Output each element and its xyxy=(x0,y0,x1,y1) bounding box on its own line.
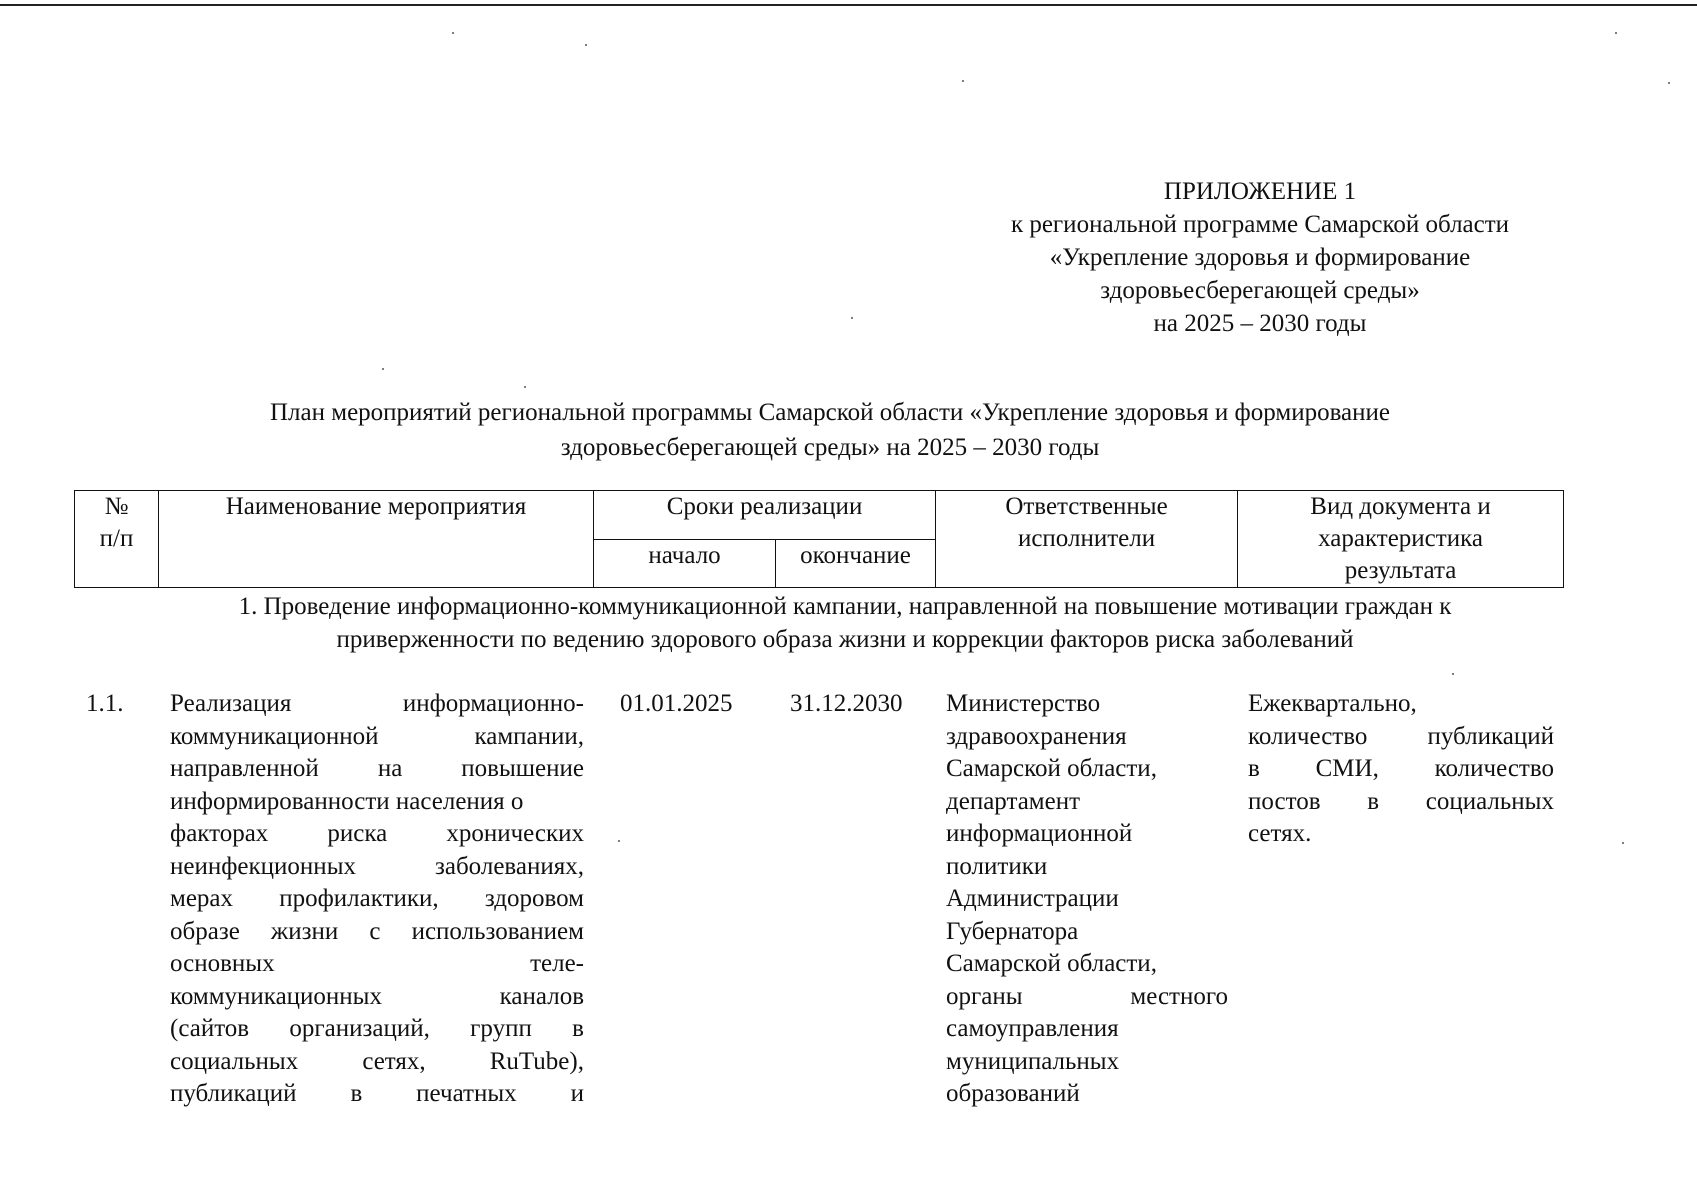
appendix-line: на 2025 – 2030 годы xyxy=(1153,310,1367,337)
appendix-line: к региональной программе Самарской области xyxy=(1010,211,1510,238)
cell-word: образе xyxy=(170,917,240,945)
cell-word: Губернатора xyxy=(946,917,1079,945)
cell-word: направленной xyxy=(170,755,319,782)
cell-word: в xyxy=(1367,787,1380,815)
cell-text-line xyxy=(170,948,584,981)
cell-text-line xyxy=(946,1078,1228,1111)
cell-word: групп xyxy=(470,1015,532,1042)
section-heading-line: приверженности по ведению здорового образа жизни и коррекции факторов риска заболеваний xyxy=(336,626,1354,653)
cell-word: RuTube), xyxy=(489,1047,584,1075)
cell-text-line xyxy=(170,883,584,916)
cell-word: Самарской области, xyxy=(946,950,1157,977)
cell-word: каналов xyxy=(499,982,584,1010)
cell-text-line xyxy=(170,1046,584,1079)
scan-speck xyxy=(962,80,964,82)
header-name: Наименование мероприятия xyxy=(159,491,594,588)
row-event-name xyxy=(170,688,584,1111)
header-period: Сроки реализации xyxy=(594,491,936,540)
cell-word: информационной xyxy=(946,820,1133,847)
cell-word: Администрации xyxy=(946,885,1119,912)
header-responsible xyxy=(936,491,1238,588)
scan-speck xyxy=(524,386,526,388)
cell-text-line xyxy=(1248,786,1554,819)
row-start-date: 01.01.2025 xyxy=(620,690,733,717)
cell-text-line xyxy=(1248,753,1554,786)
cell-text-line xyxy=(946,818,1228,851)
cell-word: информированности населения о xyxy=(170,787,524,815)
appendix-label: ПРИЛОЖЕНИЕ 1 xyxy=(1163,178,1357,205)
cell-word: коммуникационной xyxy=(170,722,379,750)
cell-word: печатных xyxy=(416,1080,517,1107)
cell-word: сетях, xyxy=(362,1047,426,1075)
header-doc-line: Вид документа и xyxy=(1310,493,1491,520)
cell-word: местного xyxy=(1130,982,1228,1010)
row-result xyxy=(1248,688,1554,851)
plan-title xyxy=(140,395,1520,465)
cell-text-line xyxy=(170,721,584,754)
cell-word: профилактики, xyxy=(279,885,439,912)
cell-text-line xyxy=(946,883,1228,916)
cell-word: с xyxy=(369,917,381,945)
scan-speck xyxy=(1622,842,1624,844)
cell-text-line xyxy=(170,786,584,819)
cell-word: СМИ, xyxy=(1315,755,1379,782)
cell-word: заболеваниях, xyxy=(434,852,584,880)
cell-text-line xyxy=(170,1078,584,1111)
header-responsible-line: Ответственные xyxy=(1005,493,1168,520)
cell-word: информационно- xyxy=(402,690,584,717)
row-number: 1.1. xyxy=(86,690,124,717)
cell-word: хронических xyxy=(446,820,584,847)
scan-speck xyxy=(1452,673,1454,675)
cell-text-line xyxy=(170,818,584,851)
cell-text-line xyxy=(946,786,1228,819)
cell-word: публикаций xyxy=(170,1080,297,1107)
cell-text-line xyxy=(946,948,1228,981)
cell-word: жизни xyxy=(270,917,339,945)
cell-word: публикаций xyxy=(1427,722,1554,750)
cell-text-line xyxy=(1248,818,1554,851)
cell-text-line xyxy=(946,753,1228,786)
appendix-header xyxy=(960,175,1560,340)
cell-word: повышение xyxy=(461,755,584,782)
scan-speck xyxy=(1615,32,1617,34)
cell-text-line xyxy=(946,1013,1228,1046)
cell-word: использованием xyxy=(411,917,584,945)
cell-word: самоуправления xyxy=(946,1015,1119,1042)
scan-speck xyxy=(1668,82,1670,84)
cell-word: (сайтов xyxy=(170,1015,250,1042)
cell-word: риска xyxy=(327,820,388,847)
cell-text-line xyxy=(946,721,1228,754)
scan-speck xyxy=(585,44,587,46)
cell-word: здоровом xyxy=(484,885,584,912)
cell-text-line xyxy=(946,916,1228,949)
cell-text-line xyxy=(1248,721,1554,754)
header-doc-line: характеристика xyxy=(1318,525,1483,552)
scan-speck xyxy=(452,32,454,34)
cell-word: теле- xyxy=(530,950,584,977)
cell-word: Ежеквартально, xyxy=(1248,690,1417,717)
cell-word: сетях. xyxy=(1248,820,1312,847)
cell-word: основных xyxy=(170,950,275,977)
cell-word: в xyxy=(572,1015,584,1042)
cell-word: на xyxy=(377,755,403,782)
header-responsible-line: исполнители xyxy=(1017,525,1156,552)
header-end: окончание xyxy=(776,539,936,588)
row-responsible xyxy=(946,688,1228,1111)
cell-text-line xyxy=(946,981,1228,1014)
cell-word: и xyxy=(570,1080,584,1107)
cell-word: постов xyxy=(1248,787,1321,815)
cell-text-line xyxy=(1248,688,1554,721)
scan-speck xyxy=(851,317,853,319)
scan-speck xyxy=(618,840,620,842)
top-border-line xyxy=(0,4,1697,6)
row-end-date: 31.12.2030 xyxy=(790,690,903,717)
header-num-line: № xyxy=(104,493,129,520)
cell-word: социальных xyxy=(1425,787,1554,815)
cell-text-line xyxy=(170,1013,584,1046)
cell-text-line xyxy=(170,916,584,949)
cell-word: мерах xyxy=(170,885,234,912)
cell-text-line xyxy=(170,688,584,721)
cell-word: здравоохранения xyxy=(946,722,1127,750)
cell-word: социальных xyxy=(170,1047,299,1075)
scan-speck xyxy=(382,368,384,370)
cell-word: Министерство xyxy=(946,690,1101,717)
header-start: начало xyxy=(594,539,776,588)
header-num-line: п/п xyxy=(99,525,134,552)
appendix-line: «Укрепление здоровья и формирование xyxy=(1049,244,1471,271)
cell-text-line xyxy=(946,1046,1228,1079)
cell-word: органы xyxy=(946,982,1023,1010)
plan-title-line: План мероприятий региональной программы Самарской области «Укрепление здоровья и формирование xyxy=(270,399,1390,426)
cell-word: количество xyxy=(1248,722,1368,750)
cell-word: количество xyxy=(1434,755,1554,782)
cell-word: организаций, xyxy=(289,1015,430,1042)
cell-word: департамент xyxy=(946,787,1081,815)
cell-text-line xyxy=(946,688,1228,721)
cell-word: факторах xyxy=(170,820,269,847)
cell-word: Реализация xyxy=(170,690,292,717)
cell-word: коммуникационных xyxy=(170,982,382,1010)
plan-table-header xyxy=(74,490,1564,588)
cell-text-line xyxy=(170,753,584,786)
cell-word: муниципальных xyxy=(946,1047,1120,1075)
cell-text-line xyxy=(946,851,1228,884)
header-doc xyxy=(1238,491,1564,588)
cell-word: неинфекционных xyxy=(170,852,356,880)
cell-word: Самарской области, xyxy=(946,755,1157,782)
section-heading-line: 1. Проведение информационно-коммуникационной кампании, направленной на повышение мотивации граждан к xyxy=(238,593,1452,620)
header-num xyxy=(75,491,159,588)
cell-word: образований xyxy=(946,1080,1080,1107)
header-doc-line: результата xyxy=(1344,557,1457,584)
cell-word: в xyxy=(350,1080,363,1107)
cell-text-line xyxy=(170,981,584,1014)
cell-text-line xyxy=(170,851,584,884)
plan-title-line: здоровьесберегающей среды» на 2025 – 2030 годы xyxy=(560,434,1100,461)
section-heading xyxy=(130,590,1560,656)
cell-word: кампании, xyxy=(474,722,584,750)
appendix-line: здоровьесберегающей среды» xyxy=(1100,277,1420,304)
cell-word: политики xyxy=(946,852,1048,880)
cell-word: в xyxy=(1248,755,1260,782)
